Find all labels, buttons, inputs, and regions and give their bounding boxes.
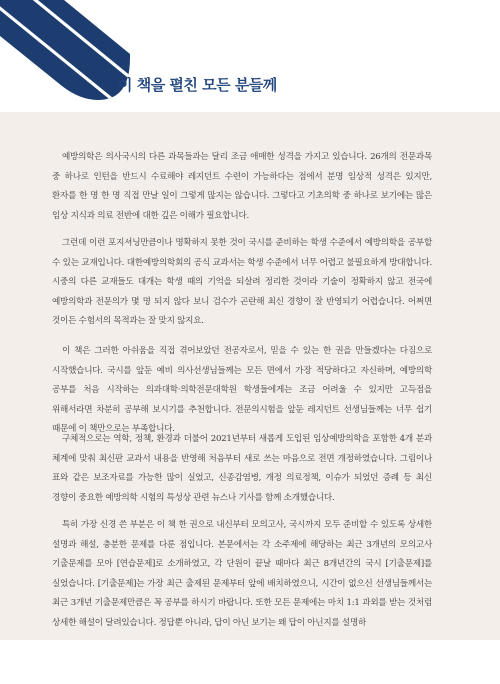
paragraph-2: 그런데 이런 포지셔닝만큼이나 명확하지 못한 것이 국시를 준비하는 학생 수준에서 예방의학을 공부할 수 있는 교재입니다. 대한예방의학회의 공식 교과서는 학생 수준에서 너무 어렵고 불필요하게 방대합니다. 시중의 다른 교재들도 대개는 학생 때의 기억을 되살려 정리한 것이라 기술이 정확하지 않고 전국에 예방의학과 전문의가 몇 명 되지 않다 보니 검수가 곤란해 최신 경향이 잘 반영되기 어렵습니다. 어쩌면 것이든 수험서의 목적과는 잘 맞지 않지요. [52,238,432,327]
body-text [0,112,500,640]
paragraph-4: 구체적으로는 역학, 정책, 환경과 더불어 2021년부터 새롭게 도입된 임상예방의학을 포함한 4개 분과 체계에 맞춰 최신판 교과서 내용을 반영해 처음부터 새로 쓰는 마음으로 전면 개정하였습니다. 그림이나 표와 같은 보조자료를 가능한 많이 실었고, 신종감염병, 개정 의료정책, 이슈가 되었던 증례 등 최신 경향이 중요한 예방의학 시험의 특성상 관련 뉴스나 기사를 함께 소개했습니다. [52,434,432,503]
page-header [0,0,500,112]
paragraph-1: 예방의학은 의사국시의 다른 과목들과는 달리 조금 애매한 성격을 가지고 있습니다. 26개의 전문과목 중 하나로 인턴을 반드시 수료해야 레지던트 수련이 가능하다는 점에서 분명 임상적 성격은 있지만, 환자를 한 명 한 명 직접 만날 일이 그렇게 많지는 않습니다. 그렇다고 기초의학 중 하나로 보기에는 많은 임상 지식과 의료 전반에 대한 깊은 이해가 필요합니다. [52,152,432,221]
page-title: 이 책을 펼친 모든 분들께 [118,76,277,94]
paragraph-5: 특히 가장 신경 쓴 부분은 이 책 한 권으로 내신부터 모의고사, 국시까지 모두 준비할 수 있도록 상세한 설명과 해설, 충분한 문제를 다룬 점입니다. 본문에서는 각 소주제에 해당하는 최근 3개년의 모의고사 기출문제를 모아 [연습문제]로 소개하였고, 각 단원이 끝날 때마다 최근 8개년간의 국시 [기출문제]를 실었습니다. [기출문제]는 가장 최근 출제된 문제부터 앞에 배치하였으니, 시간이 없으신 선생님들께서는 최근 3개년 기출문제만큼은 꼭 공부를 하시기 바랍니다. 또한 모든 문제에는 마치 1:1 과외를 받는 것처럼 상세한 해설이 달려있습니다. 정답뿐 아니라, 답이 아닌 보기는 왜 답이 아닌지를 설명하 [52,520,432,628]
paragraph-3: 이 책은 그러한 아쉬움을 직접 겪어보았던 전공자로서, 믿을 수 있는 한 권을 만들겠다는 다짐으로 시작했습니다. 국시를 앞둔 예비 의사선생님들께는 모든 면에서 가장 적당하다고 자신하며, 예방의학 공부를 처음 시작하는 의과대학·의학전문대학원 학생들에게는 조금 어려울 수 있지만 고득점을 위해서라면 차분히 공부해 보시기를 추천합니다. 전문의시험을 앞둔 레지던트 선생님들께는 너무 쉽기 때문에 이 책만으로는 부족합니다. [52,346,432,435]
decorative-stripes [0,0,140,112]
